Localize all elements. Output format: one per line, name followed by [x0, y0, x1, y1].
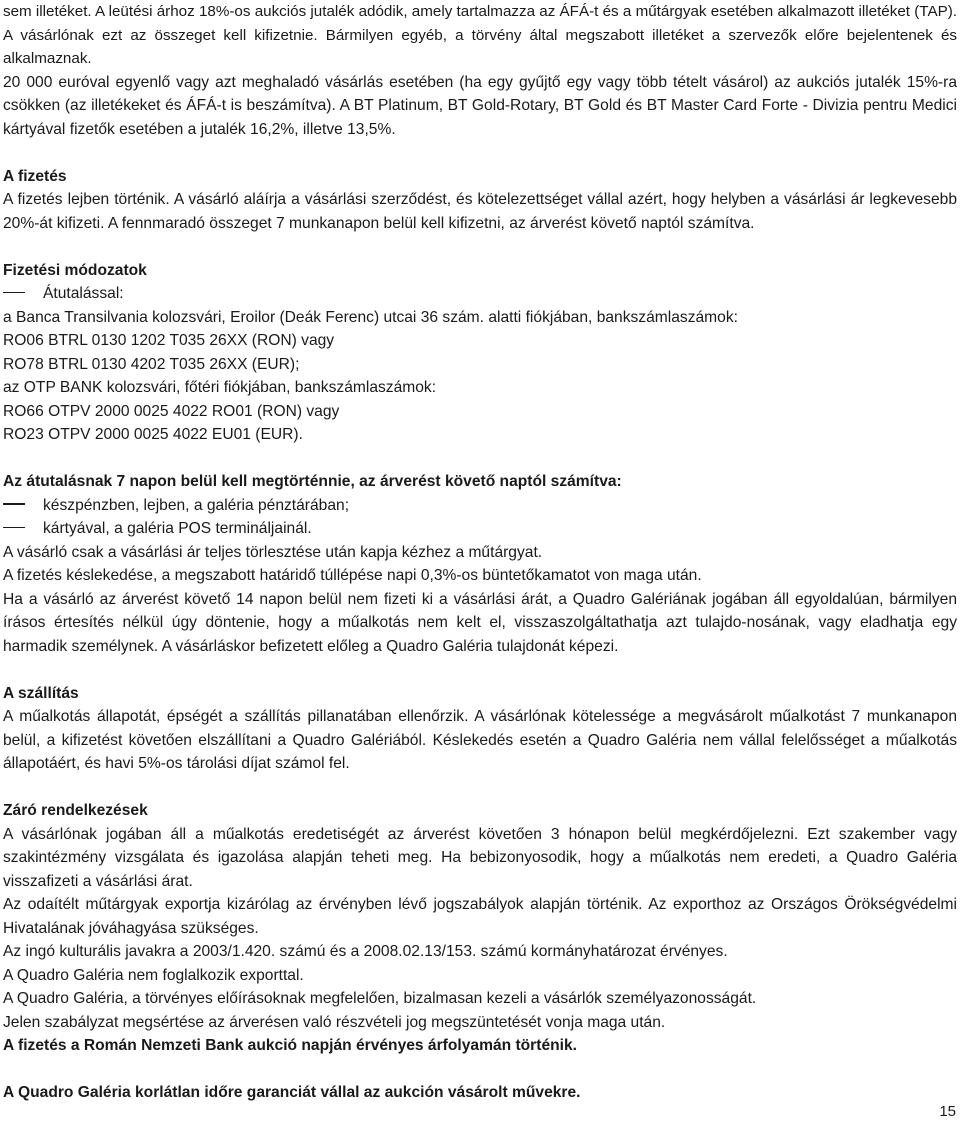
export-text: Az odaítélt műtárgyak exportja kizárólag az érvényben lévő jogszabályok alapján történik. Az exporthoz az Országos Örökségvédelmi Hivatalának jóváhagyása szükséges. — [3, 896, 957, 937]
payment-option-text: készpénzben, lejben, a galéria pénztárában; — [43, 496, 350, 514]
bank-account-line: RO23 OTPV 2000 0025 4022 EU01 (EUR). — [3, 426, 303, 443]
late-payment-text: A fizetés késlekedése, a megszabott határidő túllépése napi 0,3%-os büntetőkamatot von maga után. — [3, 567, 702, 584]
exchange-rate-text: A fizetés a Román Nemzeti Bank aukció napján érvényes árfolyamán történik. — [3, 1037, 577, 1054]
shipping-heading: A szállítás — [3, 684, 79, 702]
regulation-text: Az ingó kulturális javakra a 2003/1.420. számú és a 2008.02.13/153. számú kormányhatározat érvényes. — [3, 943, 728, 960]
non-payment-text: Ha a vásárló az árverést követő 14 napon belül nem fizeti ki a vásárlási árát, a Quadro Galériának jogában áll egyoldalúan, bármilyen írásos értesítés nélkül úgy döntenie, hogy a műalkotás nem kelt el, visszaszolgáltathatja azt tulajdo-nosának, vagy eladhatja egy harmadik személynek. A vásárláskor befizetett előleg a Quadro Galéria tulajdonát képezi. — [3, 590, 957, 655]
transfer-label: Átutalással: — [43, 285, 124, 302]
spacer — [3, 235, 957, 259]
bank-account-line: RO78 BTRL 0130 4202 T035 26XX (EUR); — [3, 355, 300, 373]
spacer — [3, 141, 957, 165]
spacer — [3, 776, 957, 800]
payment-option-text: kártyával, a galéria POS termináljainál. — [43, 520, 312, 537]
handover-text: A vásárló csak a vásárlási ár teljes törlesztése után kapja kézhez a műtárgyat. — [3, 543, 543, 561]
spacer — [3, 658, 957, 682]
payment-option-item — [3, 494, 957, 518]
no-export-text: A Quadro Galéria nem foglalkozik exporttal. — [3, 966, 304, 984]
payment-heading: A fizetés — [3, 167, 67, 185]
dash-bullet — [3, 517, 43, 541]
spacer — [3, 447, 957, 471]
intro-paragraph-1: sem illetéket. A leütési árhoz 18%-os aukciós jutalék adódik, amely tartalmazza az ÁFÁ-t és a műtárgyak esetében alkalmazott illetéket (TAP). A vásárlónak ezt az összeget kell kifizetnie. Bármilyen egyéb, a törvény által megszabott illetéket a szervezők előre bejelentenek és alkalmaznak. — [3, 3, 957, 67]
closing-heading: Záró rendelkezések — [3, 802, 148, 819]
transfer-deadline-heading: Az átutalásnak 7 napon belül kell megtörténnie, az árverést követő naptól számítva: — [3, 473, 622, 490]
violation-text: Jelen szabályzat megsértése az árverésen való részvételi jog megszüntetését vonja maga után. — [3, 1013, 666, 1031]
document-page — [3, 0, 957, 1105]
payment-text: A fizetés lejben történik. A vásárló aláírja a vásárlási szerződést, és kötelezettséget vállal azért, hogy helyben a vásárlási ár legkevesebb 20%-át kifizeti. A fennmaradó összeget 7 munkanapon belül kell kifizetni, az árverést követő naptól számítva. — [3, 191, 957, 232]
authenticity-text: A vásárlónak jogában áll a műalkotás eredetiségét az árverést követően 3 hónapon belül megkérdőjelezni. Ezt szakember vagy szakintézmény vizsgálata és igazolása alapján teheti meg. Ha bebizonyosodik, hogy a műalkotás nem eredeti, a Quadro Galéria visszafizeti a vásárlási árat. — [3, 825, 957, 890]
guarantee-text: A Quadro Galéria korlátlan időre garanciát vállal az aukción vásárolt művekre. — [3, 1084, 581, 1101]
dash-bullet — [3, 494, 43, 518]
privacy-text: A Quadro Galéria, a törvényes előírásoknak megfelelően, bizalmasan kezeli a vásárlók személyazonosságát. — [3, 990, 757, 1007]
bank-line: a Banca Transilvania kolozsvári, Eroilor (Deák Ferenc) utcai 36 szám. alatti fiókjában, bankszámlaszámok: — [3, 308, 738, 326]
bank-line: az OTP BANK kolozsvári, főtéri fiókjában, bankszámlaszámok: — [3, 379, 437, 396]
dash-bullet — [3, 282, 43, 306]
payment-option-item — [3, 517, 957, 541]
intro-paragraph-2: 20 000 euróval egyenlő vagy azt meghaladó vásárlás esetében (ha egy gyűjtő egy vagy több tételt vásárol) az aukciós jutalék 15%-ra csökken (az illetékeket és ÁFÁ-t is beszámítva). A BT Platinum, BT Gold-Rotary, BT Gold és BT Master Card Forte - Divizia pentru Medici kártyával fizetők esetében a jutalék 16,2%, illetve 13,5%. — [3, 73, 957, 138]
page-number: 15 — [939, 1103, 956, 1120]
shipping-text: A műalkotás állapotát, épségét a szállítás pillanatában ellenőrzik. A vásárlónak kötelessége a megvásárolt műalkotást 7 munkanapon belül, a kifizetést követően elszállítani a Quadro Galériából. Késlekedés esetén a Quadro Galéria nem vállal felelősséget a műalkotás állapotáért, és havi 5%-os tárolási díjat számol fel. — [3, 708, 957, 772]
bank-account-line: RO06 BTRL 0130 1202 T035 26XX (RON) vagy — [3, 332, 335, 349]
transfer-item — [3, 282, 957, 306]
bank-account-line: RO66 OTPV 2000 0025 4022 RO01 (RON) vagy — [3, 402, 340, 420]
spacer — [3, 1058, 957, 1082]
payment-methods-heading: Fizetési módozatok — [3, 261, 147, 279]
